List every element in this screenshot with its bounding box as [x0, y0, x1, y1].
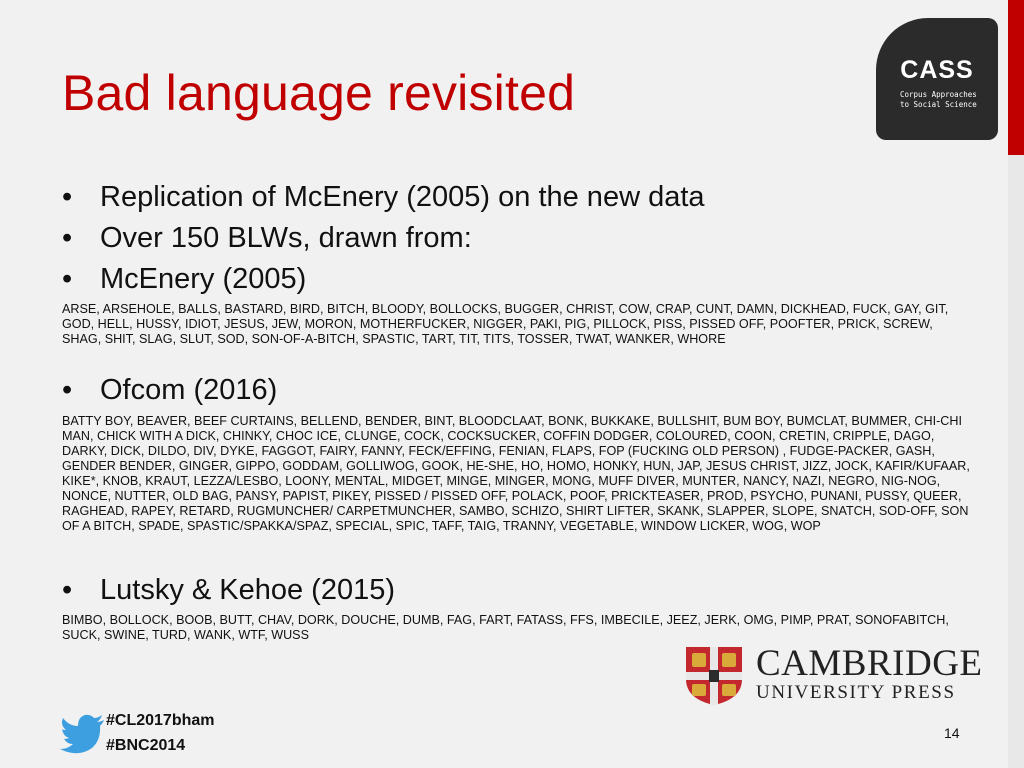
- cass-logo-name: CASS: [900, 56, 974, 84]
- bullet-dot: •: [62, 263, 73, 295]
- hashtag-cl2017bham[interactable]: #CL2017bham: [106, 712, 215, 729]
- lutsky-word-list: BIMBO, BOLLOCK, BOOB, BUTT, CHAV, DORK, DOUCHE, DUMB, FAG, FART, FATASS, FFS, IMBECILE, JEEZ, JERK, OMG, PIMP, PRAT, SONOFABITCH, SUCK, SWINE, TURD, WANK, WTF, WUSS: [62, 613, 949, 642]
- bullet-dot: •: [62, 374, 73, 406]
- cambridge-university-press-logo: [684, 640, 996, 710]
- bullet-dot: •: [62, 574, 73, 606]
- cass-logo: [876, 18, 998, 140]
- bullet-dot: •: [62, 181, 73, 213]
- cup-press: UNIVERSITY PRESS: [756, 682, 956, 703]
- cass-logo-subtitle: [900, 90, 992, 110]
- twitter-bird-icon: [60, 712, 106, 756]
- mcenery-word-list: ARSE, ARSEHOLE, BALLS, BASTARD, BIRD, BITCH, BLOODY, BOLLOCKS, BUGGER, CHRIST, COW, CRAP, CUNT, DAMN, DICKHEAD, FUCK, GAY, GIT, GOD, HELL, HUSSY, IDIOT, JESUS, JEW, MORON, MOTHERFUCKER, NIGGER, PAKI, PIG, PILLOCK, PISS, PISSED OFF, POOFTER, PRICK, SCREW, SHAG, SHIT, SLAG, SLUT, SOD, SON-OF-A-BITCH, SPASTIC, TART, TIT, TITS, TOSSER, TWAT, WANKER, WHORE: [62, 302, 949, 346]
- cup-name: CAMBRIDGE: [756, 643, 983, 684]
- slide-title: Bad language revisited: [62, 65, 576, 121]
- cambridge-shield-icon: [684, 645, 744, 707]
- ofcom-word-list: BATTY BOY, BEAVER, BEEF CURTAINS, BELLEND, BENDER, BINT, BLOODCLAAT, BONK, BUKKAKE, BULLSHIT, BUM BOY, BUMCLAT, BUMMER, CHI-CHI MAN, CHICK WITH A DICK, CHINKY, CHOC ICE, CLUNGE, COCK, COCKSUCKER, COFFIN DODGER, COLOURED, COON, CRETIN, CRIPPLE, DAGO, DARKY, DICK, DILDO, DIV, DYKE, FAGGOT, FAIRY, FANNY, FECK/EFFING, FENIAN, FLAPS, FOP (FUCKING OLD PERSON) , FUDGE-PACKER, GASH, GENDER BENDER, GINGER, GIPPO, GODDAM, GOLLIWOG, GOOK, HE-SHE, HO, HOMO, HONKY, HUN, JAP, JESUS CHRIST, JIZZ, JOCK, KAFIR/KUFAAR, KIKE*, KNOB, KRAUT, LEZZA/LESBO, LOONY, MENTAL, MIDGET, MINGE, MINGER, MONG, MUFF DIVER, MUNTER, NANCY, NAZI, NEGRO, NIG-NOG, NONCE, NUTTER, OLD BAG, PANSY, PAPIST, PIKEY, PISSED / PISSED OFF, POLACK, POOF, PRICKTEASER, PROD, PSYCHO, PUNANI, PUSSY, QUEER, RAGHEAD, RAPEY, RETARD, RUGMUNCHER/ CARPETMUNCHER, SAMBO, SCHIZO, SHIRT LIFTER, SKANK, SLAPPER, SLOPE, SNATCH, SOD-OFF, SON OF A BITCH, SPADE, SPASTIC/SPAKKA/SPAZ, SPECIAL, SPIC, TAFF, TAIG, TRANNY, VEGETABLE, WINDOW LICKER, WOG, WOP: [62, 414, 970, 533]
- cass-subtitle-line1: Corpus Approaches: [900, 90, 977, 99]
- red-accent-bar: [1008, 0, 1024, 155]
- hashtag-bnc2014[interactable]: #BNC2014: [106, 737, 186, 754]
- cass-subtitle-line2: to Social Science: [900, 100, 977, 109]
- page-number: 14: [944, 725, 960, 741]
- bullet-dot: •: [62, 222, 73, 254]
